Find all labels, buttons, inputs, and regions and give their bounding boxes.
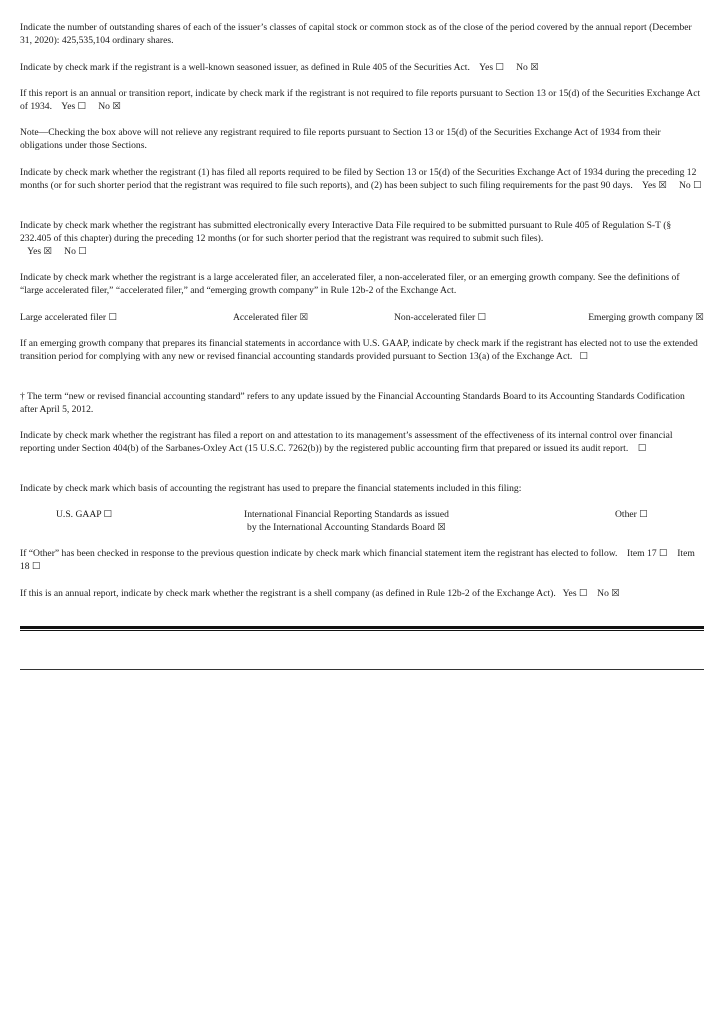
filer-status-options — [20, 311, 704, 324]
not-required-yes-checkbox[interactable]: Yes ☐ — [61, 101, 87, 112]
shell-company-paragraph — [20, 587, 620, 600]
other-item-text: If “Other” has been checked in response to the previous question indicate by check mark which financial statement item the registrant has elected to follow. — [20, 548, 618, 559]
other-basis-checkbox[interactable]: Other ☐ — [615, 509, 648, 520]
shares-outstanding-paragraph — [20, 21, 704, 47]
seasoned-issuer-yes-checkbox[interactable]: Yes ☐ — [479, 62, 505, 73]
basis-text: Indicate by check mark which basis of accounting the registrant has used to prepare the financial statements included in this filing: — [20, 483, 522, 494]
non-accelerated-filer-checkbox[interactable]: Non-accelerated filer ☐ — [394, 312, 487, 323]
accelerated-filer-checkbox[interactable]: Accelerated filer ☒ — [233, 312, 309, 323]
other-item-paragraph — [20, 547, 704, 573]
icfr-paragraph — [20, 429, 704, 455]
section-divider-thin — [20, 630, 704, 631]
icfr-text: Indicate by check mark whether the registrant has filed a report on and attestation to its management’s assessment of the effectiveness of its internal control over financial reporting under Section 404(b) of the Sarbanes-Oxley Act (15 U.S.C. 7262(b)) by the registered public accounting firm that prepared or issued its audit report. — [20, 430, 673, 454]
us-gaap-checkbox[interactable]: U.S. GAAP ☐ — [56, 509, 113, 520]
not-required-no-checkbox[interactable]: No ☒ — [98, 101, 121, 112]
ifrs-line-1: International Financial Reporting Standards as issued — [244, 509, 449, 520]
shell-company-no-checkbox[interactable]: No ☒ — [597, 588, 620, 599]
large-accelerated-filer-checkbox[interactable]: Large accelerated filer ☐ — [20, 312, 118, 323]
note-text: Note—Checking the box above will not relieve any registrant required to file reports pursuant to Section 13 or 15(d) of the Securities Exchange Act of 1934 from their obligations under those Sections. — [20, 127, 661, 151]
egc-transition-paragraph — [20, 337, 704, 363]
seasoned-issuer-no-checkbox[interactable]: No ☒ — [516, 62, 539, 73]
filer-status-text: Indicate by check mark whether the registrant is a large accelerated filer, an accelerated filer, a non-accelerated filer, or an emerging growth company. See the definitions of “large accelerated filer,” “accelerated filer,” and “emerging growth company” in Rule 12b-2 of the Exchange Act. — [20, 272, 680, 296]
interactive-data-text: Indicate by check mark whether the registrant has submitted electronically every Interactive Data File required to be submitted pursuant to Rule 405 of Regulation S-T (§ 232.405 of this chapter) during the preceding 12 months (or for such shorter period that the registrant was required to submit such files). — [20, 220, 672, 244]
filer-status-paragraph — [20, 271, 704, 297]
page-bottom-rule — [20, 669, 704, 670]
egc-transition-checkbox[interactable]: ☐ — [579, 351, 589, 362]
basis-paragraph — [20, 482, 704, 495]
emerging-growth-company-checkbox[interactable]: Emerging growth company ☒ — [588, 312, 704, 323]
seasoned-issuer-paragraph — [20, 61, 704, 74]
ifrs-line-2: by the International Accounting Standards Board ☒ — [247, 522, 446, 533]
icfr-checkbox[interactable]: ☐ — [637, 443, 647, 454]
interactive-data-paragraph — [20, 219, 704, 258]
seasoned-issuer-text: Indicate by check mark if the registrant is a well-known seasoned issuer, as defined in Rule 405 of the Securities Act. — [20, 62, 470, 73]
shares-outstanding-text: Indicate the number of outstanding shares of each of the issuer’s classes of capital stock or common stock as of the close of the period covered by the annual report (December 31, 2020): 425,535,104 ordinary shares. — [20, 22, 692, 46]
filed-reports-paragraph — [20, 166, 704, 192]
note-paragraph — [20, 126, 704, 152]
not-required-text: If this report is an annual or transition report, indicate by check mark if the registrant is not required to file reports pursuant to Section 13 or 15(d) of the Securities Exchange Act of 1934. — [20, 88, 701, 112]
footnote-paragraph — [20, 390, 704, 416]
section-divider-thick — [20, 626, 704, 629]
item-17-checkbox[interactable]: Item 17 ☐ — [627, 548, 668, 559]
item-18-checkbox[interactable]: Item 18 ☐ — [20, 548, 695, 572]
shell-company-yes-checkbox[interactable]: Yes ☐ — [562, 588, 588, 599]
interactive-data-no-checkbox[interactable]: No ☐ — [64, 246, 87, 257]
filed-reports-no-checkbox[interactable]: No ☐ — [678, 180, 702, 191]
not-required-paragraph — [20, 87, 704, 113]
interactive-data-yes-checkbox[interactable]: Yes ☒ — [27, 246, 53, 257]
filed-reports-text: Indicate by check mark whether the registrant (1) has filed all reports required to be filed by Section 13 or 15(d) of the Securities Exchange Act of 1934 during the preceding 12 months (or for such shorter period that the registrant was required to file such reports), and (2) has been subject to such filing requirements for the past 90 days. — [20, 167, 697, 191]
footnote-text: † The term “new or revised financial accounting standard” refers to any update issued by the Financial Accounting Standards Board to its Accounting Standards Codification after April 5, 2012. — [20, 391, 685, 415]
filed-reports-yes-checkbox[interactable]: Yes ☒ — [642, 180, 667, 191]
shell-company-text: If this is an annual report, indicate by check mark whether the registrant is a shell company (as defined in Rule 12b-2 of the Exchange Act). — [20, 588, 556, 599]
ifrs-option[interactable] — [244, 508, 449, 534]
egc-transition-text: If an emerging growth company that prepares its financial statements in accordance with U.S. GAAP, indicate by check mark if the registrant has elected not to use the extended transition period for complying with any new or revised financial accounting standards provided pursuant to Section 13(a) of the Exchange Act. — [20, 338, 698, 362]
